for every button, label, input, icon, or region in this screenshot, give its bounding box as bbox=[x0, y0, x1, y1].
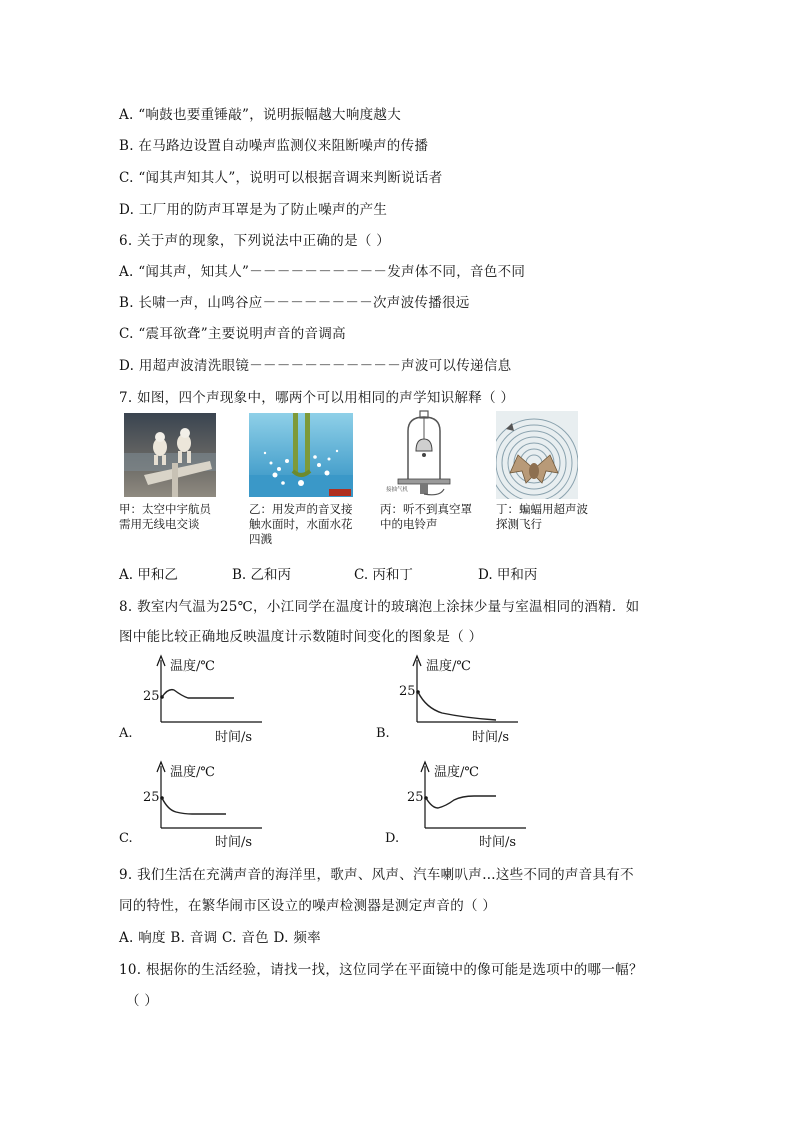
q6-option-b: B. 长啸一声，山鸣谷应－－－－－－－－次声波传播很远 bbox=[119, 295, 470, 311]
q10-line2: （ ） bbox=[126, 993, 159, 1009]
q5-option-a: A. “响鼓也要重锤敲”，说明振幅越大响度越大 bbox=[119, 107, 402, 123]
q5-option-c: C. “闻其声知其人”，说明可以根据音调来判断说话者 bbox=[119, 170, 443, 186]
q9-line1: 9. 我们生活在充满声音的海洋里，歌声、风声、汽车喇叭声…这些不同的声音具有不 bbox=[119, 867, 634, 883]
q7-option-a: A. 甲和乙 bbox=[119, 567, 178, 583]
graph-a-tick: 25 bbox=[143, 689, 160, 704]
caption-jia: 甲：太空中宇航员需用无线电交谈 bbox=[119, 502, 211, 531]
q7-option-b: B. 乙和丙 bbox=[232, 567, 292, 583]
q10-line1: 10. 根据你的生活经验，请找一找，这位同学在平面镜中的像可能是选项中的哪一幅？ bbox=[119, 962, 643, 978]
q9-line2: 同的特性，在繁华闹市区设立的噪声检测器是测定声音的（ ） bbox=[119, 898, 497, 914]
graph-d bbox=[404, 758, 544, 848]
q7-option-d: D. 甲和丙 bbox=[478, 567, 538, 583]
graph-b-xlabel: 时间/s bbox=[472, 730, 510, 745]
tuning-fork-figure bbox=[249, 413, 353, 497]
q7-option-c: C. 丙和丁 bbox=[354, 567, 413, 583]
q9-options: A. 响度 B. 音调 C. 音色 D. 频率 bbox=[119, 930, 321, 946]
vacuum-bell-figure bbox=[380, 409, 468, 499]
graph-d-ylabel: 温度/℃ bbox=[434, 765, 479, 780]
graph-b-tick: 25 bbox=[399, 684, 416, 699]
caption-bing: 丙：听不到真空罩中的电铃声 bbox=[380, 502, 472, 531]
q6-option-a: A. “闻其声，知其人”－－－－－－－－－－发声体不同，音色不同 bbox=[119, 264, 526, 280]
graph-a-ylabel: 温度/℃ bbox=[170, 659, 215, 674]
caption-yi: 乙：用发声的音叉接触水面时，水面水花四溅 bbox=[249, 502, 353, 546]
graph-a-xlabel: 时间/s bbox=[215, 730, 253, 745]
graph-b-label: B. bbox=[376, 726, 390, 741]
graph-b-ylabel: 温度/℃ bbox=[426, 659, 471, 674]
graph-c-ylabel: 温度/℃ bbox=[170, 765, 215, 780]
graph-c bbox=[140, 758, 280, 848]
graph-d-xlabel: 时间/s bbox=[479, 835, 517, 850]
graph-c-tick: 25 bbox=[143, 790, 160, 805]
graph-d-label: D. bbox=[385, 831, 400, 846]
q7-stem: 7. 如图，四个声现象中，哪两个可以用相同的声学知识解释（ ） bbox=[119, 390, 515, 406]
bat-figure bbox=[496, 411, 578, 499]
graph-a-label: A. bbox=[119, 726, 133, 741]
q6-option-d: D. 用超声波清洗眼镜－－－－－－－－－－－声波可以传递信息 bbox=[119, 358, 512, 374]
graph-a bbox=[140, 652, 280, 742]
q6-option-c: C. “震耳欲聋”主要说明声音的音调高 bbox=[119, 326, 346, 342]
graph-d-tick: 25 bbox=[407, 790, 424, 805]
pump-label: 接抽气机 bbox=[386, 487, 409, 493]
graph-b bbox=[396, 652, 536, 742]
q6-stem: 6. 关于声的现象，下列说法中正确的是（ ） bbox=[119, 233, 391, 249]
caption-ding: 丁：蝙蝠用超声波探测飞行 bbox=[496, 502, 588, 531]
q8-stem-line2: 图中能比较正确地反映温度计示数随时间变化的图象是（ ） bbox=[119, 629, 483, 645]
q5-option-b: B. 在马路边设置自动噪声监测仪来阻断噪声的传播 bbox=[119, 138, 429, 154]
astronauts-figure bbox=[124, 413, 216, 497]
graph-c-xlabel: 时间/s bbox=[215, 835, 253, 850]
q8-stem-line1: 8. 教室内气温为25℃，小江同学在温度计的玻璃泡上涂抹少量与室温相同的酒精．如 bbox=[119, 599, 640, 615]
q5-option-d: D. 工厂用的防声耳罩是为了防止噪声的产生 bbox=[119, 202, 388, 218]
graph-c-label: C. bbox=[119, 831, 133, 846]
